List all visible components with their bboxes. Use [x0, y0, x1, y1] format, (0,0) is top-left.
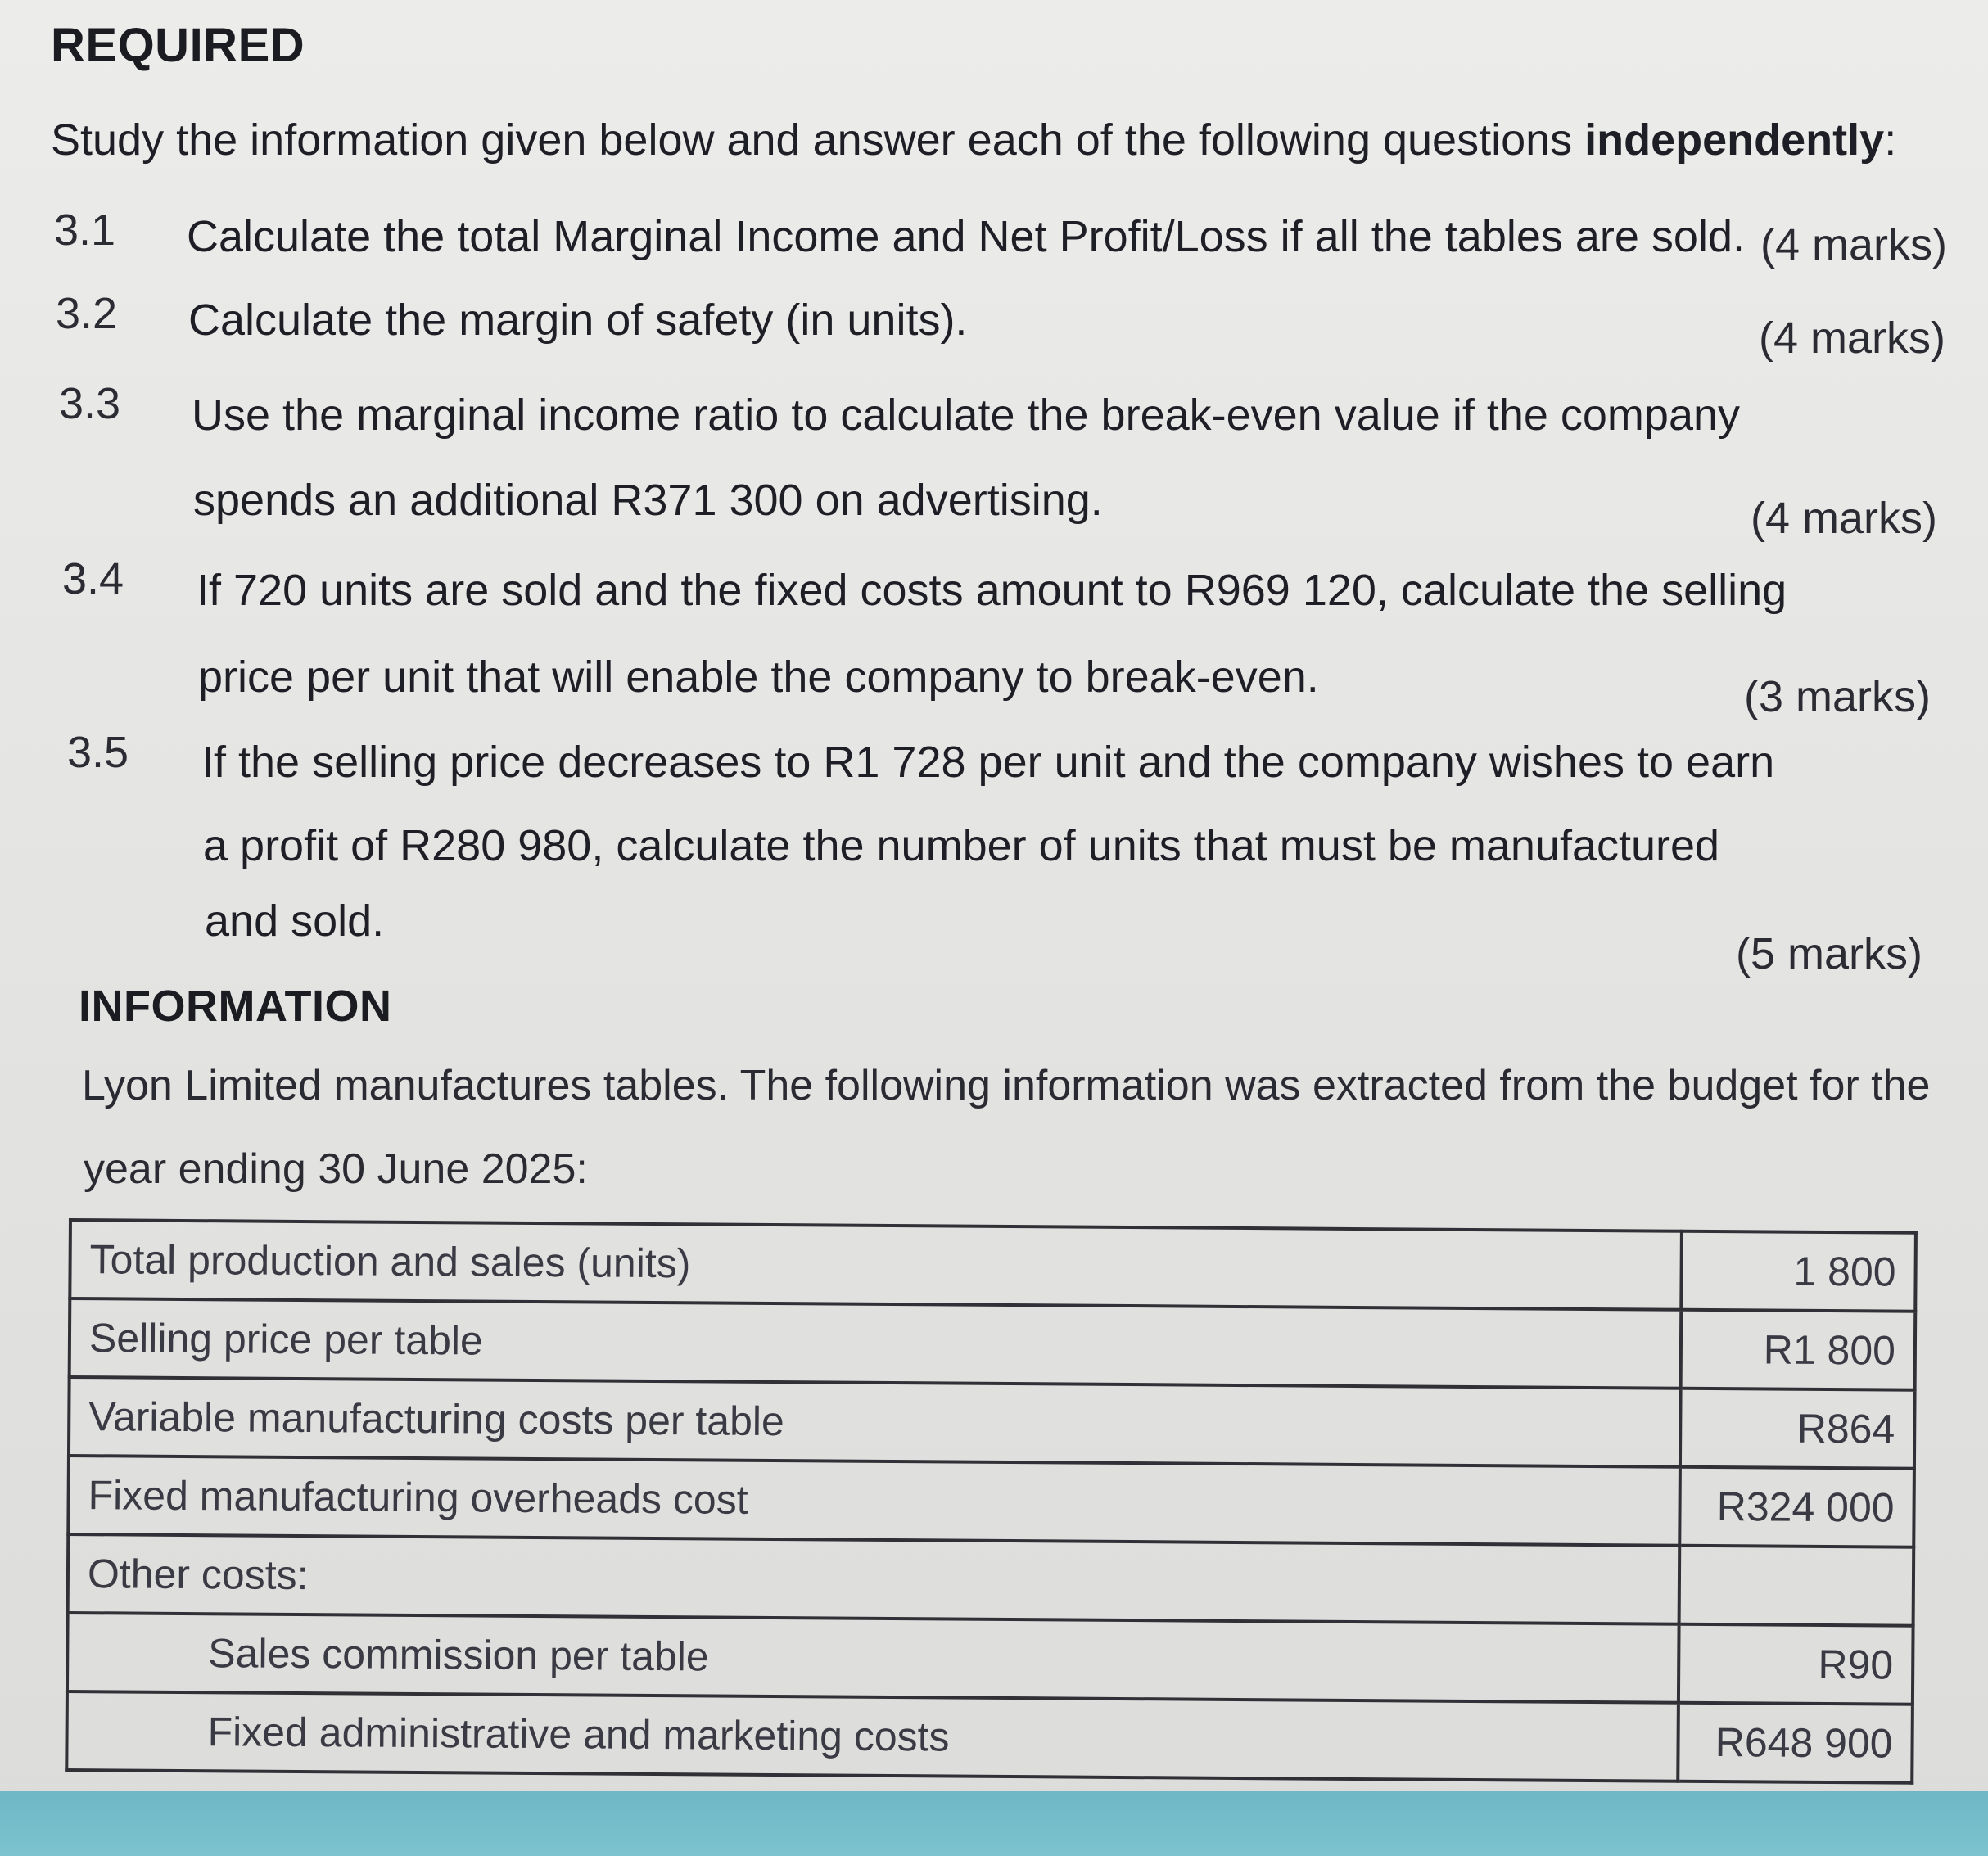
- row-value: R90: [1679, 1624, 1913, 1705]
- question-marks: (4 marks): [1759, 314, 1945, 363]
- row-value: R648 900: [1678, 1703, 1913, 1783]
- row-label: Fixed administrative and marketing costs: [66, 1691, 1679, 1781]
- row-label: Total production and sales (units): [70, 1220, 1682, 1310]
- question-text: Use the marginal income ratio to calculate the break-even value if the company: [192, 391, 1741, 440]
- row-label: Variable manufacturing costs per table: [69, 1377, 1681, 1467]
- table-row: [70, 1220, 1916, 1312]
- question-marks: (3 marks): [1744, 672, 1931, 721]
- question-text: and sold.: [205, 896, 385, 946]
- question-marks: (4 marks): [1760, 220, 1947, 269]
- table-row: [68, 1534, 1914, 1626]
- table-row: [66, 1691, 1913, 1783]
- intro-text: Study the information given below and answer each of the following questions: [51, 115, 1585, 165]
- question-text: a profit of R280 980, calculate the number of units that must be manufactured: [203, 821, 1720, 870]
- row-value: R324 000: [1679, 1467, 1914, 1547]
- row-label: Fixed manufacturing overheads cost: [68, 1456, 1680, 1546]
- question-number: 3.5: [67, 728, 129, 777]
- intro-emphasis: independently: [1584, 115, 1885, 165]
- row-value: R864: [1680, 1389, 1915, 1469]
- question-text: If 720 units are sold and the fixed costs amount to R969 120, calculate the selling: [197, 566, 1787, 615]
- question-number: 3.3: [59, 379, 121, 428]
- row-value: [1679, 1546, 1914, 1626]
- information-text: Lyon Limited manufactures tables. The following information was extracted from the budget for the: [82, 1062, 1931, 1109]
- question-marks: (5 marks): [1736, 929, 1922, 978]
- row-value: 1 800: [1681, 1231, 1916, 1312]
- table-row: [67, 1613, 1913, 1705]
- question-text: Calculate the total Marginal Income and Net Profit/Loss if all the tables are sold.: [187, 212, 1745, 261]
- question-number: 3.1: [54, 205, 116, 255]
- bottom-edge-band: [0, 1791, 1988, 1856]
- required-heading: REQUIRED: [51, 19, 305, 72]
- intro-colon: :: [1884, 115, 1897, 165]
- row-value: R1 800: [1681, 1310, 1916, 1390]
- budget-table: [65, 1218, 1918, 1785]
- question-number: 3.4: [62, 554, 124, 603]
- information-heading: INFORMATION: [79, 982, 392, 1031]
- row-label: Sales commission per table: [67, 1613, 1679, 1703]
- table-row: [68, 1456, 1914, 1547]
- information-text: year ending 30 June 2025:: [84, 1145, 588, 1193]
- row-label: Other costs:: [68, 1534, 1680, 1624]
- question-text: If the selling price decreases to R1 728 per unit and the company wishes to earn: [201, 738, 1775, 787]
- question-number: 3.2: [56, 289, 118, 338]
- question-marks: (4 marks): [1751, 494, 1937, 543]
- table-row: [69, 1377, 1915, 1469]
- question-text: Calculate the margin of safety (in units).: [188, 296, 968, 345]
- question-text: spends an additional R371 300 on advertising.: [193, 476, 1103, 525]
- table-row: [70, 1298, 1916, 1390]
- row-label: Selling price per table: [70, 1298, 1682, 1389]
- question-text: price per unit that will enable the company to break-even.: [198, 653, 1319, 702]
- required-intro: [51, 115, 1896, 165]
